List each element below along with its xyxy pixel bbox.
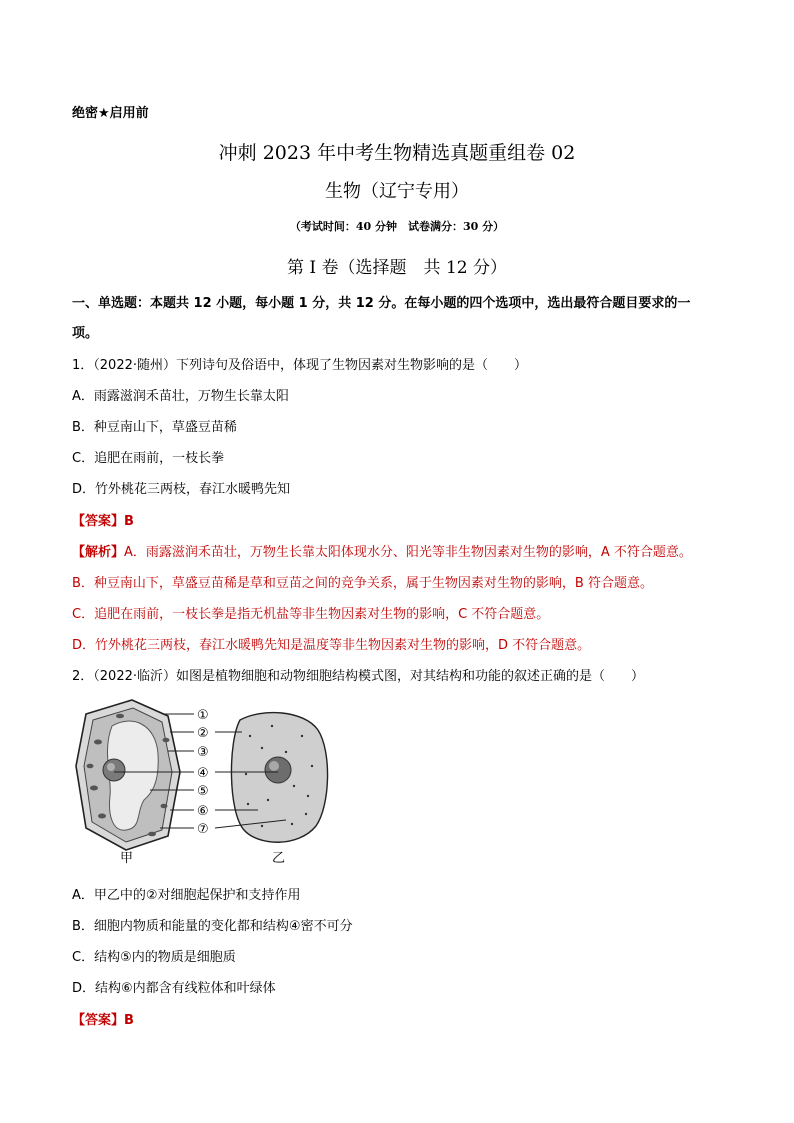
q1-answer [72, 510, 134, 529]
label-3: ③ [197, 745, 209, 760]
answer-tag: 【答案】 [72, 514, 125, 529]
q2-answer [72, 1009, 134, 1028]
label-2: ② [197, 726, 209, 741]
answer-tag: 【答案】 [72, 1013, 125, 1028]
q1-option-d: D．竹外桃花三两枝，春江水暖鸭先知 [72, 482, 291, 497]
label-6: ⑥ [197, 804, 209, 819]
cell-structure-diagram [72, 696, 332, 872]
analysis-text: A．雨露滋润禾苗壮，万物生长靠太阳体现水分、阳光等非生物因素对生物的影响，A 不符合题意。 [124, 545, 692, 560]
label-4: ④ [197, 766, 209, 781]
section-heading-line2: 项。 [72, 326, 99, 341]
exam-info: （考试时间：40 分钟 试卷满分：30 分） [289, 220, 505, 233]
label-7: ⑦ [197, 822, 209, 837]
q1-option-b: B．种豆南山下，草盛豆苗稀 [72, 420, 237, 435]
cell-a-label: 甲 [120, 851, 134, 866]
confidential-label: 绝密★启用前 [72, 106, 149, 121]
q1-option-c: C．追肥在雨前，一枝长拳 [72, 451, 225, 466]
q1-stem: 1．（2022·随州）下列诗句及俗语中，体现了生物因素对生物影响的是（ ） [72, 358, 527, 373]
label-1: ① [197, 708, 209, 723]
section-heading-line1: 一、单选题：本题共 12 小题，每小题 1 分，共 12 分。在每小题的四个选项中，选出最符合题目要求的一 [72, 296, 691, 311]
exam-subtitle: 生物（辽宁专用） [325, 181, 469, 202]
exam-title: 冲刺 2023 年中考生物精选真题重组卷 02 [218, 142, 576, 164]
q1-analysis-line1 [72, 541, 692, 560]
q2-option-c: C．结构⑤内的物质是细胞质 [72, 950, 236, 965]
q2-option-a: A．甲乙中的②对细胞起保护和支持作用 [72, 888, 301, 903]
q2-stem: 2．（2022·临沂）如图是植物细胞和动物细胞结构模式图，对其结构和功能的叙述正确的是（ ） [72, 669, 644, 684]
q1-analysis-line4: D．竹外桃花三两枝，春江水暖鸭先知是温度等非生物因素对生物的影响，D 不符合题意。 [72, 638, 591, 653]
q1-analysis-line3: C．追肥在雨前，一枝长拳是指无机盐等非生物因素对生物的影响，C 不符合题意。 [72, 607, 550, 622]
part-title: 第 I 卷（选择题 共 12 分） [287, 258, 507, 278]
analysis-tag: 【解析】 [72, 545, 125, 560]
q2-option-b: B．细胞内物质和能量的变化都和结构④密不可分 [72, 919, 353, 934]
answer-value: B [124, 1013, 134, 1028]
q1-option-a: A．雨露滋润禾苗壮，万物生长靠太阳 [72, 389, 289, 404]
animal-cell [231, 713, 327, 843]
answer-value: B [124, 514, 134, 529]
q2-option-d: D．结构⑥内都含有线粒体和叶绿体 [72, 981, 276, 996]
label-5: ⑤ [197, 784, 209, 799]
cell-b-label: 乙 [272, 851, 286, 866]
q1-analysis-line2: B．种豆南山下，草盛豆苗稀是草和豆苗之间的竞争关系，属于生物因素对生物的影响，B 符合题意。 [72, 576, 653, 591]
